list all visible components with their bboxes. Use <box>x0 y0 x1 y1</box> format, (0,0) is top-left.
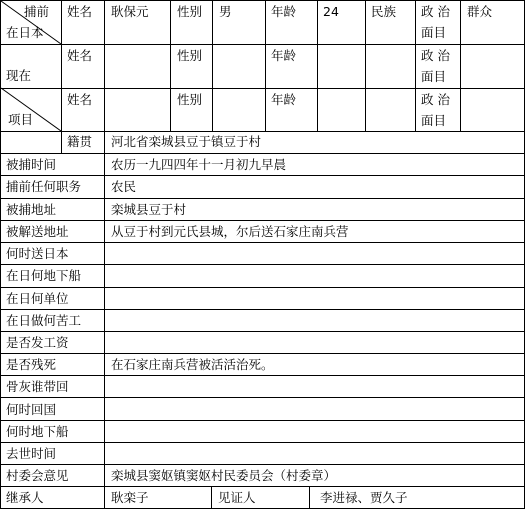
political-value-1: 群众 <box>467 4 493 19</box>
political-label-1a: 政 治 <box>421 4 450 19</box>
age-label-1: 年龄 <box>271 4 297 19</box>
name-label-1: 姓名 <box>67 4 93 19</box>
witness-label: 见证人 <box>218 490 256 505</box>
gender-label-1: 性别 <box>177 4 203 19</box>
info-value: 栾城县豆于村 <box>111 202 187 217</box>
age-value-1: 24 <box>323 4 339 19</box>
info-label: 村委会意见 <box>6 468 69 483</box>
heir-value: 耿栾子 <box>111 490 149 505</box>
name-label-2: 姓名 <box>67 48 93 63</box>
info-label: 何时地下船 <box>6 424 69 439</box>
gender-value-1: 男 <box>219 4 232 19</box>
political-label-3a: 政 治 <box>421 92 450 107</box>
native-value: 河北省栾城县豆于镇豆于村 <box>111 134 262 149</box>
info-label: 被捕时间 <box>6 157 57 172</box>
info-label: 在日做何苦工 <box>6 313 82 328</box>
info-value: 栾城县窦妪镇窦妪村民委员会（村委章） <box>111 468 337 483</box>
info-label: 骨灰谁带回 <box>6 379 69 394</box>
name-value-1: 耿保元 <box>111 4 149 19</box>
gender-label-3: 性别 <box>177 92 203 107</box>
gender-label-2: 性别 <box>177 48 203 63</box>
info-value: 从豆于村到元氏县城，尔后送石家庄南兵营 <box>111 224 349 239</box>
info-label: 是否残死 <box>6 357 57 372</box>
info-label: 在日何单位 <box>6 291 69 306</box>
heir-label: 继承人 <box>6 490 44 505</box>
witness-value: 李进禄、贾久子 <box>320 490 408 505</box>
corner-label-bottom: 项目 <box>8 112 34 127</box>
info-label: 何时回国 <box>6 402 57 417</box>
info-value: 农民 <box>111 179 137 194</box>
political-label-3b: 面目 <box>421 113 447 128</box>
info-label: 去世时间 <box>6 446 57 461</box>
name-label-3: 姓名 <box>67 92 93 107</box>
info-label: 在日何地下船 <box>6 268 82 283</box>
political-label-2a: 政 治 <box>421 48 450 63</box>
info-value: 农历一九四四年十一月初九早晨 <box>111 157 287 172</box>
info-label: 被捕地址 <box>6 202 57 217</box>
corner-label-middle: 在日本 <box>6 25 44 40</box>
political-label-2b: 面目 <box>421 69 447 84</box>
ethnic-label-1: 民族 <box>371 4 397 19</box>
native-label: 籍贯 <box>67 134 93 149</box>
corner-label-top: 捕前 <box>24 4 50 19</box>
corner-label-mid2: 现在 <box>6 68 32 83</box>
info-label: 何时送日本 <box>6 246 69 261</box>
info-label: 是否发工资 <box>6 335 69 350</box>
age-label-2: 年龄 <box>271 48 297 63</box>
age-label-3: 年龄 <box>271 92 297 107</box>
info-label: 捕前任何职务 <box>6 179 82 194</box>
political-label-1b: 面目 <box>421 25 447 40</box>
info-label: 被解送地址 <box>6 224 69 239</box>
info-value: 在石家庄南兵营被活活治死。 <box>111 357 274 372</box>
